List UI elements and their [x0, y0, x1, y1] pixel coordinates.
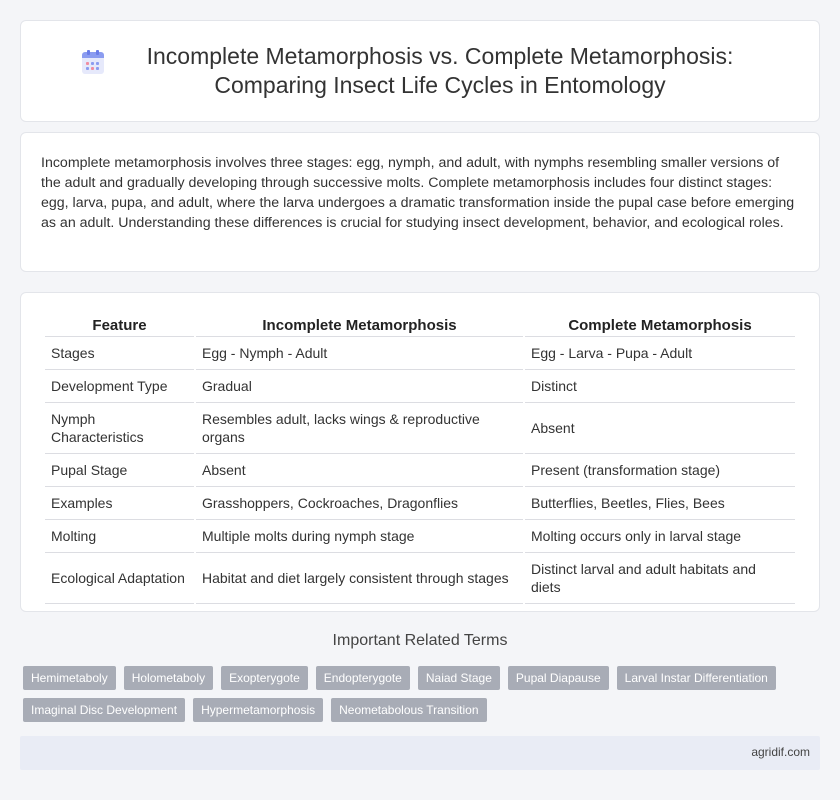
row-complete: Distinct larval and adult habitats and diets — [525, 553, 795, 604]
page-title: Incomplete Metamorphosis vs. Complete Metamorphosis: Comparing Insect Life Cycles in Entomology — [146, 43, 734, 98]
table-header-row — [45, 309, 795, 337]
tag-exopterygote[interactable]: Exopterygote — [221, 666, 308, 690]
related-terms-tags — [23, 666, 823, 722]
tag-naiad-stage[interactable]: Naiad Stage — [418, 666, 500, 690]
row-feature: Pupal Stage — [45, 454, 194, 487]
row-feature: Nymph Characteristics — [45, 403, 194, 454]
row-feature: Examples — [45, 487, 194, 520]
row-complete: Absent — [525, 403, 795, 454]
title-card — [20, 20, 820, 122]
table-row — [45, 337, 795, 370]
table-row — [45, 403, 795, 454]
tag-hypermetamorphosis[interactable]: Hypermetamorphosis — [193, 698, 323, 722]
comparison-table — [43, 309, 797, 604]
row-incomplete: Absent — [196, 454, 523, 487]
row-incomplete: Grasshoppers, Cockroaches, Dragonflies — [196, 487, 523, 520]
row-incomplete: Gradual — [196, 370, 523, 403]
row-incomplete: Resembles adult, lacks wings & reproductive organs — [196, 403, 523, 454]
tag-holometaboly[interactable]: Holometaboly — [124, 666, 213, 690]
comparison-table-card — [20, 292, 820, 612]
row-complete: Distinct — [525, 370, 795, 403]
row-incomplete: Multiple molts during nymph stage — [196, 520, 523, 553]
tag-larval-instar-differentiation[interactable]: Larval Instar Differentiation — [617, 666, 776, 690]
tag-hemimetaboly[interactable]: Hemimetaboly — [23, 666, 116, 690]
intro-paragraph: Incomplete metamorphosis involves three stages: egg, nymph, and adult, with nymphs resembling smaller versions of the adult and gradually developing through successive molts. Complete metamorphosis includes four distinct stages: egg, larva, pupa, and adult, where the larva undergoes a dramatic transformation inside the pupal case before emerging as an adult. Understanding these differences is crucial for studying insect development, behavior, and ecological roles. — [41, 155, 795, 231]
row-complete: Molting occurs only in larval stage — [525, 520, 795, 553]
row-complete: Present (transformation stage) — [525, 454, 795, 487]
tag-pupal-diapause[interactable]: Pupal Diapause — [508, 666, 609, 690]
table-row — [45, 520, 795, 553]
table-row — [45, 370, 795, 403]
tag-endopterygote[interactable]: Endopterygote — [316, 666, 410, 690]
row-complete: Butterflies, Beetles, Flies, Bees — [525, 487, 795, 520]
header-incomplete: Incomplete Metamorphosis — [196, 309, 523, 337]
tag-imaginal-disc-development[interactable]: Imaginal Disc Development — [23, 698, 185, 722]
header-complete: Complete Metamorphosis — [525, 309, 795, 337]
table-row — [45, 553, 795, 604]
table-row — [45, 487, 795, 520]
related-terms-heading: Important Related Terms — [332, 632, 508, 649]
row-feature: Molting — [45, 520, 194, 553]
title-wrap — [80, 42, 760, 100]
footer-site-link[interactable]: agridif.com — [751, 745, 810, 759]
row-incomplete: Habitat and diet largely consistent through stages — [196, 553, 523, 604]
row-incomplete: Egg - Nymph - Adult — [196, 337, 523, 370]
footer — [20, 736, 820, 770]
header-feature: Feature — [45, 309, 194, 337]
row-feature: Stages — [45, 337, 194, 370]
row-feature: Ecological Adaptation — [45, 553, 194, 604]
row-complete: Egg - Larva - Pupa - Adult — [525, 337, 795, 370]
row-feature: Development Type — [45, 370, 194, 403]
intro-card — [20, 132, 820, 272]
tag-neometabolous-transition[interactable]: Neometabolous Transition — [331, 698, 486, 722]
table-row — [45, 454, 795, 487]
calendar-icon — [80, 50, 106, 76]
